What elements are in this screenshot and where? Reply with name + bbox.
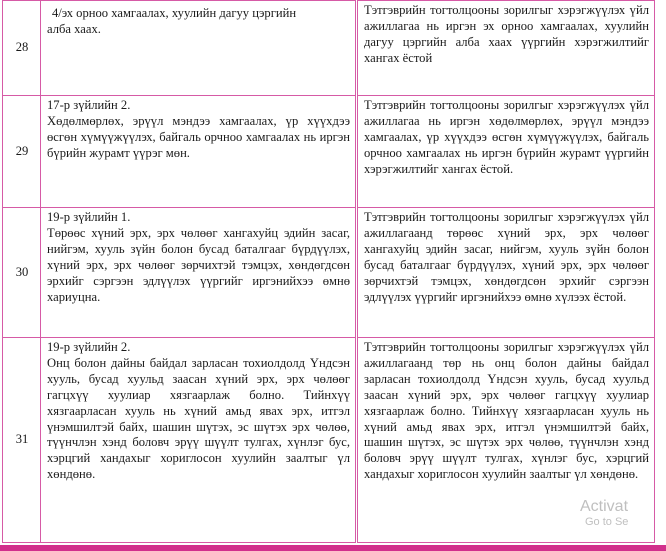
row-number: 30 [3, 208, 41, 338]
table-row [3, 96, 655, 208]
row-number: 31 [3, 338, 41, 543]
article-text: Онц болон дайны байдал зарласан тохиолдолд Үндсэн хууль, бусад хуульд заасан хүний эрх, эрх чөлөөг гагцхүү хуулиар хязгаарлаж болно. Тийнхүү хязгаарласан хууль нь хүний амьд явах эрх, итгэл үнэмшилтэй байх, шашин шүтэх, эс шүтэх эрх чөлөө, түүнчлэн хэнд боловч эрүү шүүлт тулгах, хүнлэг бус, хэрцгий хандахыг хориглосон хуулийн заалтыг үл хөндөнө. [47, 355, 350, 482]
bottom-accent-bar [0, 545, 666, 551]
row-number: 28 [3, 1, 41, 96]
activation-watermark-hint: Go to Se [585, 516, 629, 528]
constitution-article-text [41, 1, 357, 96]
pension-requirement-text: Тэтгэврийн тогтолцооны зорилгыг хэрэгжүүлэх үйл ажиллагаанд төрөөс хүний эрх, эрх чөлөөг хангахуйц эдийн засаг, нийгэм, хууль зүйн болон бусад баталгааг бүрдүүлэх, хүний эрх, эрх чөлөөг зөрчихтэй тэмцэх, хөндөгдсөн эрхийг сэргээн эдлүүлэх үүргийг иргэнийхээ өмнө хүлээх ёстой. [357, 208, 655, 338]
constitution-article-text [41, 338, 357, 543]
pension-requirement-text: Тэтгэврийн тогтолцооны зорилгыг хэрэгжүүлэх үйл ажиллагаа нь иргэн хөдөлмөрлөх, эрүүл мэндээ хамгаалах, үр хүүхдээ өсгөн хүмүүжүүлэх, байгаль орчноо хамгаалах нь иргэн бүрийн журамт үүргийн хэрэгжилтийг хангах ёстой. [357, 96, 655, 208]
article-heading: 19-р зүйлийн 1. [47, 210, 131, 224]
pension-requirement-text: Тэтгэврийн тогтолцооны зорилгыг хэрэгжүүлэх үйл ажиллагаа нь иргэн эх орноо хамгаалах, хуулийн дагуу цэргийн алба хаах үүргийн хэрэгжилтийг хангах ёстой [357, 1, 655, 96]
table-row [3, 338, 655, 543]
constitution-article-text [41, 208, 357, 338]
article-heading: 19-р зүйлийн 2. [47, 340, 131, 354]
constitution-article-text [41, 96, 357, 208]
article-text: 4/эх орноо хамгаалах, хуулийн дагуу цэргийн [52, 6, 297, 20]
pension-requirement-text: Тэтгэврийн тогтолцооны зорилгыг хэрэгжүүлэх үйл ажиллагаанд төр нь онц болон дайны байдал зарласан тохиолдолд Үндсэн хууль, бусад хуульд заасан хүний эрх, эрх чөлөөг гагцхүү хуулиар хязгаарлаж болно. Тийнхүү хязгаарласан хууль нь хүний амьд явах эрх, итгэл үнэмшилтэй байх, шашин шүтэх, эс шүтэх эрх чөлөө, түүнчлэн хэнд боловч эрүү шүүлт тулгах, хүнлэг бус, хэрцгий хандахыг хориглосон хуулийн заалтыг үл хөндөнө. [357, 338, 655, 543]
activation-watermark: Activat [580, 498, 629, 515]
article-text: Төрөөс хүний эрх, эрх чөлөөг хангахуйц эдийн засаг, нийгэм, хууль зүйн болон бусад баталгааг бүрдүүлэх, хүний эрх, эрх чөлөөг зөрчихтэй тэмцэх, хөндөгдсөн эрхийг сэргээн эдлүүлэх үүргийг иргэнийхээ өмнө хариуцна. [47, 225, 350, 304]
article-heading: 17-р зүйлийн 2. [47, 98, 131, 112]
article-text: алба хаах. [47, 21, 101, 36]
law-comparison-table [2, 0, 655, 543]
table-row [3, 208, 655, 338]
table-row [3, 1, 655, 96]
row-number: 29 [3, 96, 41, 208]
article-text: Хөдөлмөрлөх, эрүүл мэндээ хамгаалах, үр хүүхдээ өсгөн хүмүүжүүлэх, байгаль орчноо хамгаалах нь иргэн бүрийн журамт үүрэг мөн. [47, 113, 350, 160]
